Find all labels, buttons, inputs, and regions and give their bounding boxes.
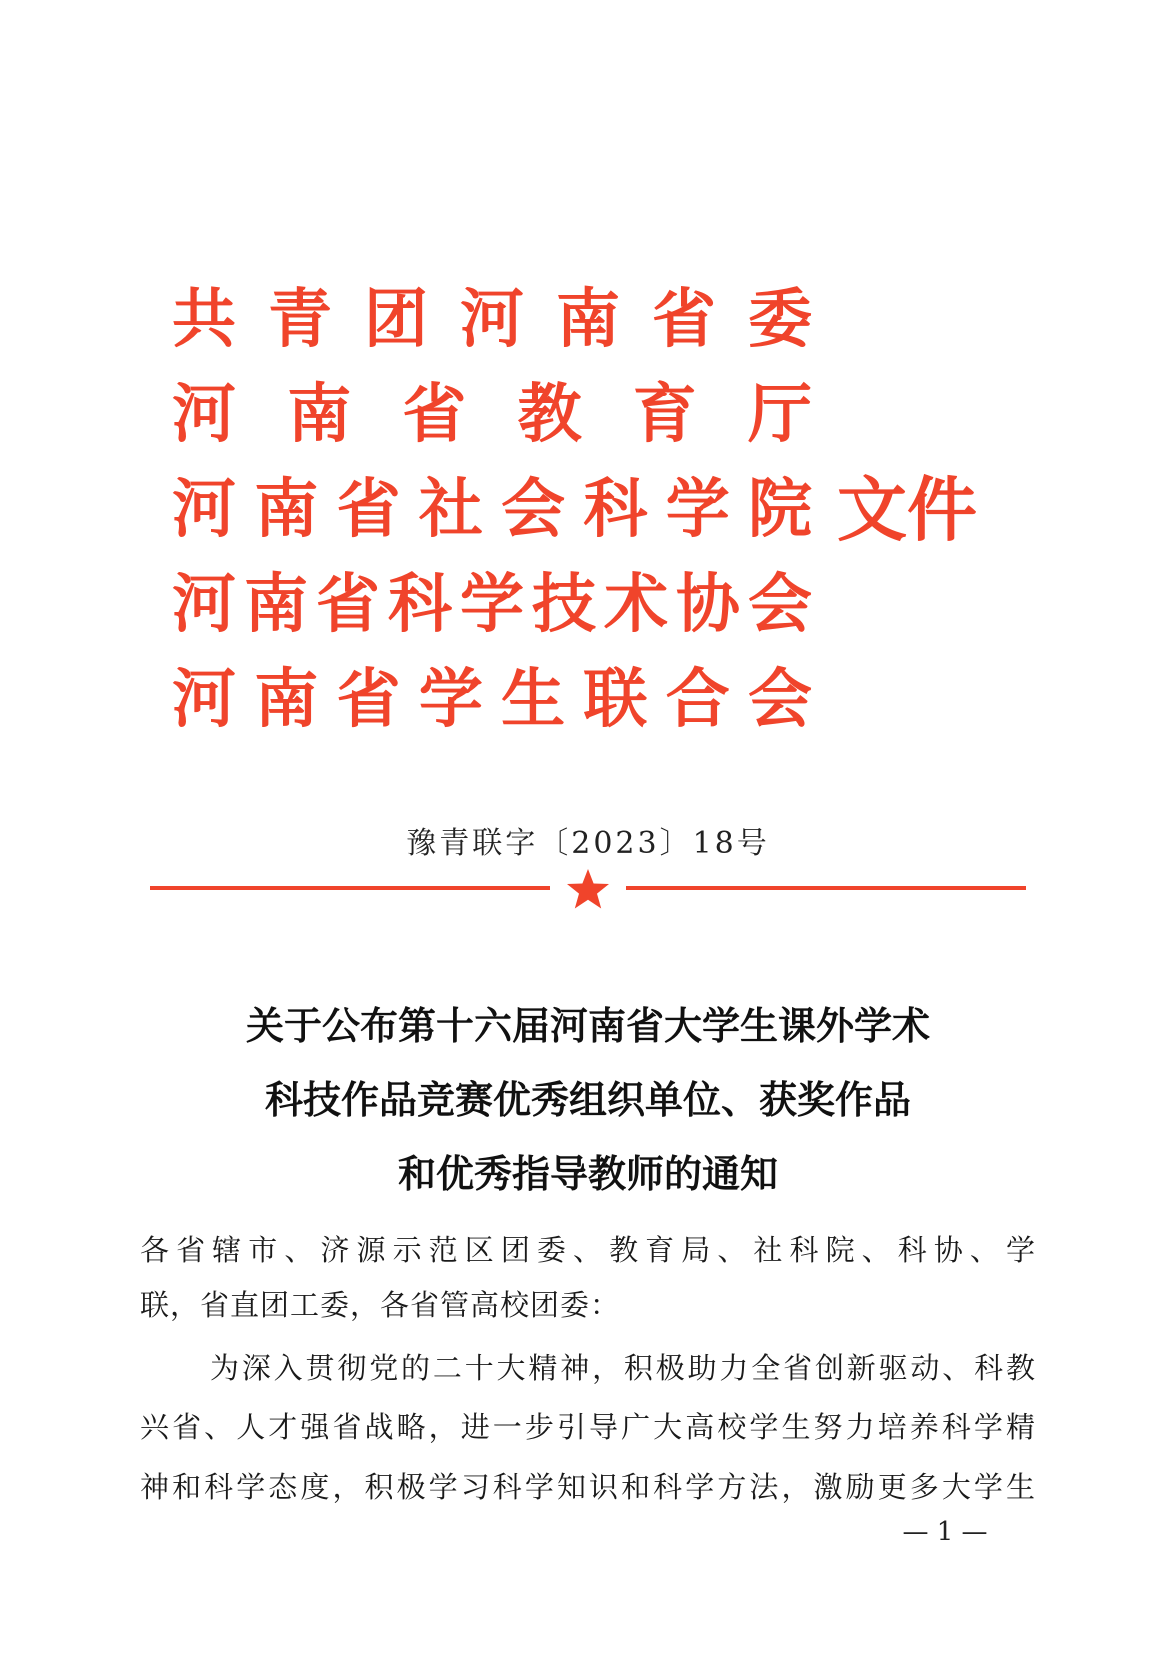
- org-line-4: 河南省科学技术协会: [172, 568, 812, 642]
- star-icon: [564, 868, 612, 910]
- red-divider: [150, 868, 1026, 908]
- org-line-3: 河南省社会科学院: [172, 473, 812, 547]
- body-line-5: 神和科学态度，积极学习科学知识和科学方法，激励更多大学生: [140, 1470, 1036, 1504]
- body-line-2: 联，省直团工委，各省管高校团委：: [140, 1288, 621, 1322]
- document-number: 豫青联字〔2023〕18号: [406, 826, 770, 861]
- notice-title-line-2: 科技作品竞赛优秀组织单位、获奖作品: [264, 1078, 911, 1122]
- org-line-1: 共青团河南省委: [172, 283, 812, 357]
- issuing-authorities: [172, 275, 1032, 745]
- page-number: — 1 —: [902, 1517, 988, 1547]
- body-line-4: 兴省、人才强省战略，进一步引导广大高校学生努力培养科学精: [140, 1410, 1036, 1444]
- divider-line-left: [150, 886, 550, 890]
- body-line-1: 各省辖市、济源示范区团委、教育局、社科院、科协、学: [140, 1233, 1036, 1267]
- body-line-3: 为深入贯彻党的二十大精神，积极助力全省创新驱动、科教: [210, 1351, 1036, 1385]
- document-suffix: 文件: [837, 469, 977, 551]
- org-line-5: 河南省学生联合会: [172, 663, 812, 737]
- notice-title-line-1: 关于公布第十六届河南省大学生课外学术: [245, 1004, 930, 1048]
- notice-title-line-3: 和优秀指导教师的通知: [397, 1152, 778, 1196]
- org-line-2: 河南省教育厅: [172, 378, 812, 452]
- divider-line-right: [626, 886, 1026, 890]
